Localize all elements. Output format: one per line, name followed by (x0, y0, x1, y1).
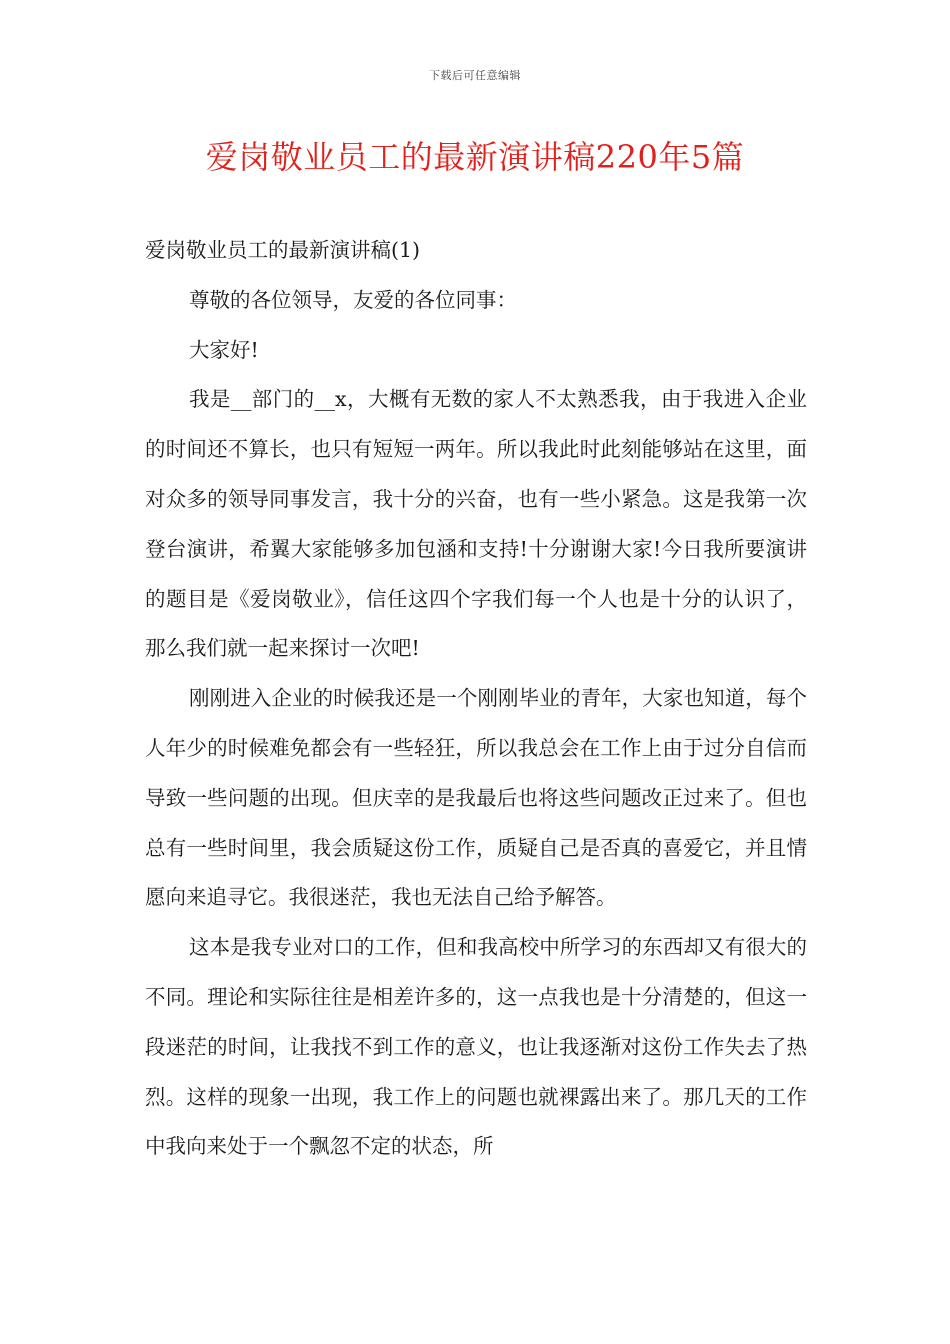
greeting: 大家好! (189, 337, 259, 362)
header-note: 下载后可任意编辑 (429, 69, 521, 82)
paragraph: 刚刚进入企业的时候我还是一个刚刚毕业的青年，大家也知道，每个人年少的时候难免都会有一些轻狂，所以我总会在工作上由于过分自信而导致一些问题的出现。但庆幸的是我最后也将这些问题改正过来了。但也总有一些时间里，我会质疑这份工作，质疑自己是否真的喜爱它，并且情愿向来追寻它。我很迷茫，我也无法自己给予解答。 (145, 686, 807, 910)
document-title: 爱岗敬业员工的最新演讲稿220年5篇 (205, 138, 745, 176)
salutation: 尊敬的各位领导，友爱的各位同事： (189, 287, 517, 312)
document-body (145, 226, 807, 1172)
paragraph: 这本是我专业对口的工作，但和我高校中所学习的东西却又有很大的不同。理论和实际往往是相差许多的，这一点我也是十分清楚的，但这一段迷茫的时间，让我找不到工作的意义，也让我逐渐对这份工作失去了热烈。这样的现象一出现，我工作上的问题也就裸露出来了。那几天的工作中我向来处于一个飘忽不定的状态，所 (145, 935, 807, 1159)
paragraph: 我是__部门的__x，大概有无数的家人不太熟悉我，由于我进入企业的时间还不算长，也只有短短一两年。所以我此时此刻能够站在这里，面对众多的领导同事发言，我十分的兴奋，也有一些小紧急。这是我第一次登台演讲，希翼大家能够多加包涵和支持!十分谢谢大家!今日我所要演讲的题目是《爱岗敬业》，信任这四个字我们每一个人也是十分的认识了，那么我们就一起来探讨一次吧! (145, 387, 807, 661)
section-heading: 爱岗敬业员工的最新演讲稿(1) (145, 238, 421, 262)
